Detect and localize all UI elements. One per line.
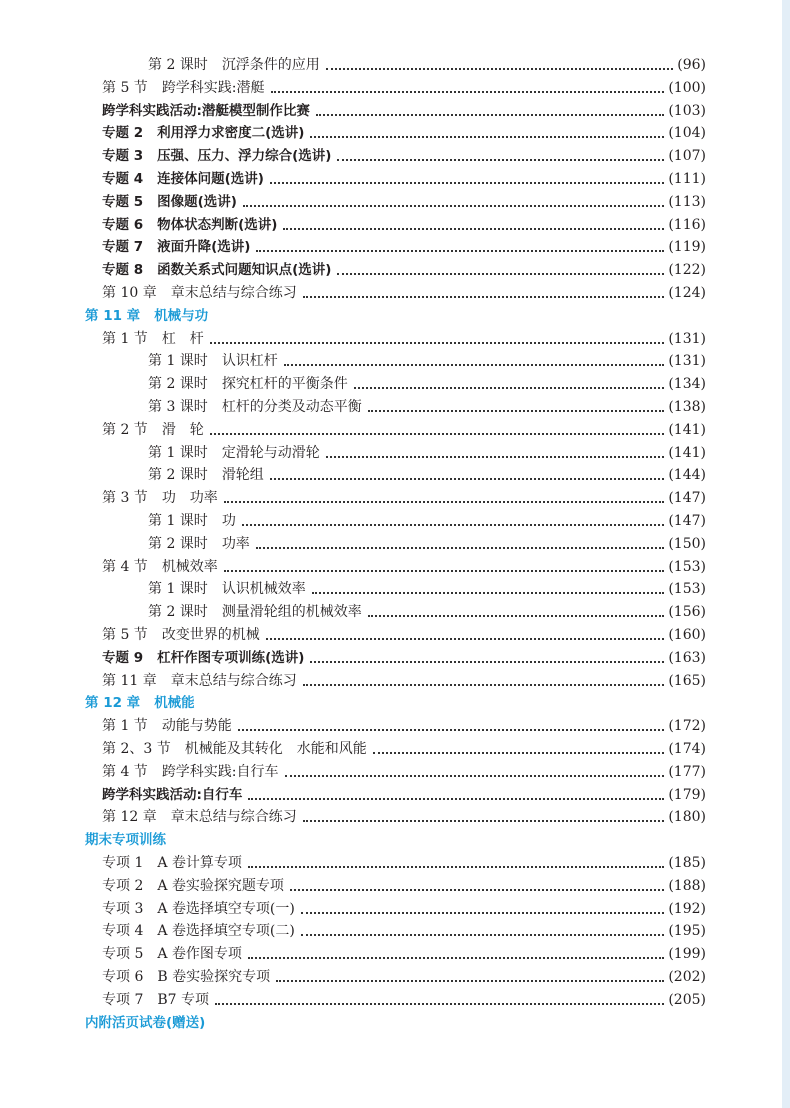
toc-entry-text [0,238,250,256]
toc-entry-label: 第 1 课时 [148,444,208,461]
toc-page-number: (165) [668,672,706,689]
toc-entry-label: 专题 5 [102,193,144,210]
toc-entry-title: 滑轮组 [221,467,264,484]
toc-entry[interactable] [0,280,790,302]
toc-page-number: (163) [668,649,706,666]
toc-entry-text [0,672,297,690]
toc-page-number: (174) [668,741,706,757]
toc-entry[interactable] [0,508,790,530]
toc-entry-text [0,649,304,667]
toc-entry-label: 专题 7 [102,239,144,256]
dot-leader [283,228,664,230]
toc-entry-text [0,968,270,986]
toc-entry-label: 第 11 章 [102,672,157,689]
toc-entry-title: 物体状态判断(选讲) [157,216,278,233]
toc-entry-label: 第 1 课时 [148,581,208,598]
toc-entry-title: 改变世界的机械 [161,627,260,643]
toc-entry-text [0,124,304,142]
dot-leader [256,250,664,252]
toc-entry-title: 沉浮条件的应用 [221,57,320,73]
dot-leader [326,68,673,70]
toc-entry[interactable] [0,782,790,804]
dot-leader [248,798,664,800]
toc-entry[interactable] [0,417,790,439]
toc-page-number: (116) [668,216,706,233]
toc-page-number: (153) [668,581,706,598]
toc-entry[interactable] [0,804,790,826]
toc-entry-label: 第 12 章 [85,695,141,712]
toc-entry-title: 滑 轮 [161,421,204,438]
toc-entry-text [0,193,237,211]
toc-chapter-heading[interactable] [0,827,790,849]
toc-entry-title: 探究杠杆的平衡条件 [221,376,348,393]
toc-entry-text [0,900,295,918]
toc-page-number: (119) [668,239,706,256]
toc-entry[interactable] [0,52,790,74]
toc-entry[interactable] [0,987,790,1009]
toc-entry-label: 专题 4 [102,171,144,187]
toc-page-number: (150) [668,535,706,552]
toc-entry[interactable] [0,462,790,484]
toc-page-number: (144) [668,467,706,484]
toc-page-number: (179) [668,786,706,803]
toc-entry-label: 第 2 课时 [148,467,208,484]
toc-entry-label: 专项 5 [102,946,144,963]
toc-entry-text [0,945,242,963]
dot-leader [242,524,665,526]
toc-page-number: (141) [668,444,706,461]
toc-entry-text [0,854,242,872]
toc-entry-text [0,421,204,439]
toc-page-number: (141) [668,421,706,438]
toc-entry-label: 第 1 节 [102,330,148,347]
toc-entry-label: 专项 3 [102,900,144,917]
toc-entry-title: 机械与功 [154,307,209,324]
toc-page-number: (124) [668,285,706,301]
toc-entry-text [0,1014,205,1032]
dot-leader [354,387,665,389]
toc-entry-label: 第 2 课时 [148,535,208,552]
toc-entry-label: 第 4 节 [102,763,148,780]
toc-page-number: (202) [668,969,706,985]
toc-entry-text [0,763,279,781]
toc-chapter-heading[interactable] [0,690,790,712]
toc-entry[interactable] [0,736,790,758]
toc-entry-text [0,307,208,325]
toc-entry-text [0,786,242,804]
toc-entry-title: 认识杠杆 [221,353,278,370]
dot-leader [271,91,665,93]
toc-entry[interactable] [0,850,790,872]
toc-entry-title: 跨学科实践活动:自行车 [102,786,243,803]
toc-entry-label: 专题 6 [102,216,144,233]
toc-entry-title: 杠杆作图专项训练(选讲) [157,649,305,666]
dot-leader [248,866,664,868]
toc-entry-title: 内附活页试卷(赠送) [85,1014,206,1031]
toc-entry-title: B7 专项 [157,991,210,1008]
toc-page-number: (153) [668,558,706,575]
dot-leader [310,136,664,138]
toc-entry-text [0,79,265,97]
toc-entry[interactable] [0,531,790,553]
toc-entry-label: 专题 9 [102,649,144,666]
toc-entry-text [0,398,362,416]
toc-entry-text [0,261,331,279]
toc-entry-title: 测量滑轮组的机械效率 [221,604,362,621]
toc-page-number: (138) [668,399,706,415]
toc-entry-text [0,147,331,165]
toc-entry-label: 第 2 课时 [148,57,208,73]
toc-entry-text [0,558,218,576]
toc-entry-text [0,102,310,120]
toc-page-number: (111) [668,171,706,187]
toc-entry-text [0,512,236,530]
toc-entry[interactable] [0,166,790,188]
toc-entry[interactable] [0,75,790,97]
toc-page-number: (107) [668,148,706,165]
toc-page-number: (199) [668,946,706,963]
toc-entry-label: 专项 7 [102,991,144,1008]
toc-entry-text [0,877,284,895]
toc-entry-title: 液面升降(选讲) [157,239,251,256]
dot-leader [303,296,665,298]
toc-entry[interactable] [0,257,790,279]
toc-entry-text [0,216,277,234]
toc-entry[interactable] [0,713,790,735]
toc-page-number: (180) [668,809,706,826]
toc-entry[interactable] [0,941,790,963]
toc-entry-label: 第 1 课时 [148,513,208,529]
toc-page-number: (147) [668,490,706,507]
toc-page-number: (104) [668,125,706,142]
toc-entry[interactable] [0,348,790,370]
toc-entry-title: A 卷选择填空专项(一) [157,900,295,917]
toc-entry-text [0,626,260,644]
toc-entry[interactable] [0,668,790,690]
dot-leader [285,775,665,777]
dot-leader [210,342,665,344]
toc-chapter-heading[interactable] [0,303,790,325]
toc-entry-title: A 卷计算专项 [157,855,242,871]
toc-entry-label: 第 1 课时 [148,353,208,370]
dot-leader [301,934,665,936]
toc-page-number: (122) [668,262,706,279]
toc-entry[interactable] [0,599,790,621]
dot-leader [224,570,665,572]
toc-entry-text [0,717,232,735]
toc-page-number: (177) [668,763,706,780]
toc-entry[interactable] [0,189,790,211]
toc-entry-label: 第 12 章 [102,809,157,826]
toc-entry[interactable] [0,645,790,667]
toc-entry-label: 第 2 课时 [148,376,208,393]
toc-entry-label: 专题 3 [102,148,144,165]
toc-entry-label: 专项 4 [102,923,144,940]
toc-page-number: (96) [677,57,706,73]
dot-leader [256,547,665,549]
toc-entry-title: 图像题(选讲) [157,193,237,210]
toc-entry-text [0,56,320,74]
toc-page-number: (188) [668,877,706,894]
toc-entry-text [0,740,367,758]
dot-leader [284,364,665,366]
dot-leader [337,159,664,161]
toc-entry[interactable] [0,440,790,462]
toc-entry-label: 第 2 课时 [148,604,208,621]
toc-entry-title: 功率 [221,535,250,552]
toc-entry-title: 功 [221,513,236,529]
dot-leader [270,478,665,480]
toc-entry-title: 连接体问题(选讲) [157,171,264,187]
toc-entry[interactable] [0,98,790,120]
toc-page-number: (147) [668,513,706,529]
toc-entry[interactable] [0,485,790,507]
toc-entry-label: 第 2、3 节 [102,741,171,757]
toc-entry[interactable] [0,326,790,348]
toc-entry-title: 动能与势能 [161,718,232,735]
dot-leader [276,980,664,982]
toc-entry-label: 专项 2 [102,877,144,894]
toc-entry[interactable] [0,212,790,234]
dot-leader [368,615,665,617]
toc-entry-label: 第 3 节 [102,490,148,507]
toc-entry-title: A 卷作图专项 [157,946,242,963]
toc-page-number: (131) [668,353,706,370]
toc-entry-text [0,489,218,507]
toc-entry-text [0,535,250,553]
toc-entry[interactable] [0,576,790,598]
toc-entry[interactable] [0,120,790,142]
toc-entry-title: 跨学科实践活动:潜艇模型制作比赛 [102,102,310,119]
toc-entry[interactable] [0,394,790,416]
toc-entry-label: 专项 6 [102,969,144,985]
toc-entry-title: 章末总结与综合练习 [170,672,297,689]
toc-page-number: (205) [668,991,706,1008]
toc-entry-label: 第 2 节 [102,421,148,438]
toc-entry-text [0,466,264,484]
toc-entry[interactable] [0,964,790,986]
dot-leader [238,729,665,731]
dot-leader [301,912,665,914]
toc-entry-title: 机械能 [154,695,195,712]
toc-entry-title: 章末总结与综合练习 [170,285,297,301]
toc-entry-text [0,991,209,1009]
toc-entry-title: 章末总结与综合练习 [170,809,297,826]
toc-entry-label: 专项 1 [102,855,144,871]
toc-entry-title: 利用浮力求密度二(选讲) [157,125,305,142]
toc-entry[interactable] [0,143,790,165]
toc-entry[interactable] [0,622,790,644]
dot-leader [224,501,665,503]
toc-page-number: (156) [668,604,706,621]
toc-entry-label: 专题 2 [102,125,144,142]
toc-entry-label: 第 11 章 [85,307,141,324]
toc-entry[interactable] [0,554,790,576]
toc-page-number: (195) [668,923,706,940]
toc-entry-title: A 卷实验探究题专项 [157,877,284,894]
dot-leader [310,661,664,663]
toc-entry-text [0,444,320,462]
toc-page-number: (134) [668,376,706,393]
dot-leader [266,638,665,640]
toc-entry[interactable] [0,896,790,918]
toc-entry-title: 跨学科实践:潜艇 [161,79,265,96]
toc-chapter-heading[interactable] [0,1010,790,1032]
toc-entry-text [0,284,297,302]
toc-entry-text [0,352,278,370]
toc-page-number: (172) [668,718,706,735]
toc-entry-title: A 卷选择填空专项(二) [157,923,295,940]
toc-entry-title: 杠杆的分类及动态平衡 [221,399,362,415]
toc-entry-text [0,831,166,849]
toc-entry[interactable] [0,873,790,895]
toc-entry[interactable] [0,759,790,781]
toc-entry-text [0,580,306,598]
dot-leader [373,752,665,754]
toc-page-number: (113) [668,193,706,210]
toc-entry-title: 跨学科实践:自行车 [161,763,279,780]
dot-leader [215,1003,664,1005]
toc-entry-title: 机械能及其转化 水能和风能 [184,741,367,757]
dot-leader [270,182,664,184]
toc-page-number: (160) [668,627,706,643]
toc-entry-label: 第 10 章 [102,285,157,301]
toc-entry-title: 功 功率 [161,490,218,507]
toc-entry-text [0,808,297,826]
toc-entry-text [0,694,195,712]
toc-entry-label: 专题 8 [102,262,144,279]
toc-entry-text [0,170,264,188]
toc-entry-text [0,375,348,393]
toc-entry-title: 机械效率 [161,558,218,575]
toc-entry[interactable] [0,918,790,940]
toc-entry[interactable] [0,234,790,256]
toc-page-number: (185) [668,855,706,871]
dot-leader [290,889,664,891]
dot-leader [368,410,665,412]
toc-page-number: (192) [668,900,706,917]
toc-entry-title: 杠 杆 [161,330,204,347]
dot-leader [312,592,665,594]
toc-entry-title: 期末专项训练 [85,832,166,849]
dot-leader [303,820,665,822]
toc-entry[interactable] [0,371,790,393]
toc-entry-title: 压强、压力、浮力综合(选讲) [157,148,332,165]
toc-entry-text [0,330,204,348]
toc-entry-title: 函数关系式问题知识点(选讲) [157,262,332,279]
toc-entry-label: 第 5 节 [102,627,148,643]
toc-entry-text [0,922,295,940]
toc-entry-text [0,603,362,621]
dot-leader [243,205,664,207]
toc-entry-title: B 卷实验探究专项 [157,969,271,985]
toc-entry-label: 第 5 节 [102,79,148,96]
dot-leader [326,456,665,458]
dot-leader [210,433,665,435]
toc-page-number: (131) [668,330,706,347]
toc-entry-label: 第 3 课时 [148,399,208,415]
dot-leader [248,957,664,959]
toc-entry-title: 认识机械效率 [221,581,306,598]
dot-leader [337,273,664,275]
dot-leader [316,114,664,116]
toc-entry-label: 第 1 节 [102,718,148,735]
dot-leader [303,684,665,686]
toc-page-number: (103) [668,102,706,119]
toc-page-number: (100) [668,79,706,96]
toc-entry-title: 定滑轮与动滑轮 [221,444,320,461]
toc-entry-label: 第 4 节 [102,558,148,575]
